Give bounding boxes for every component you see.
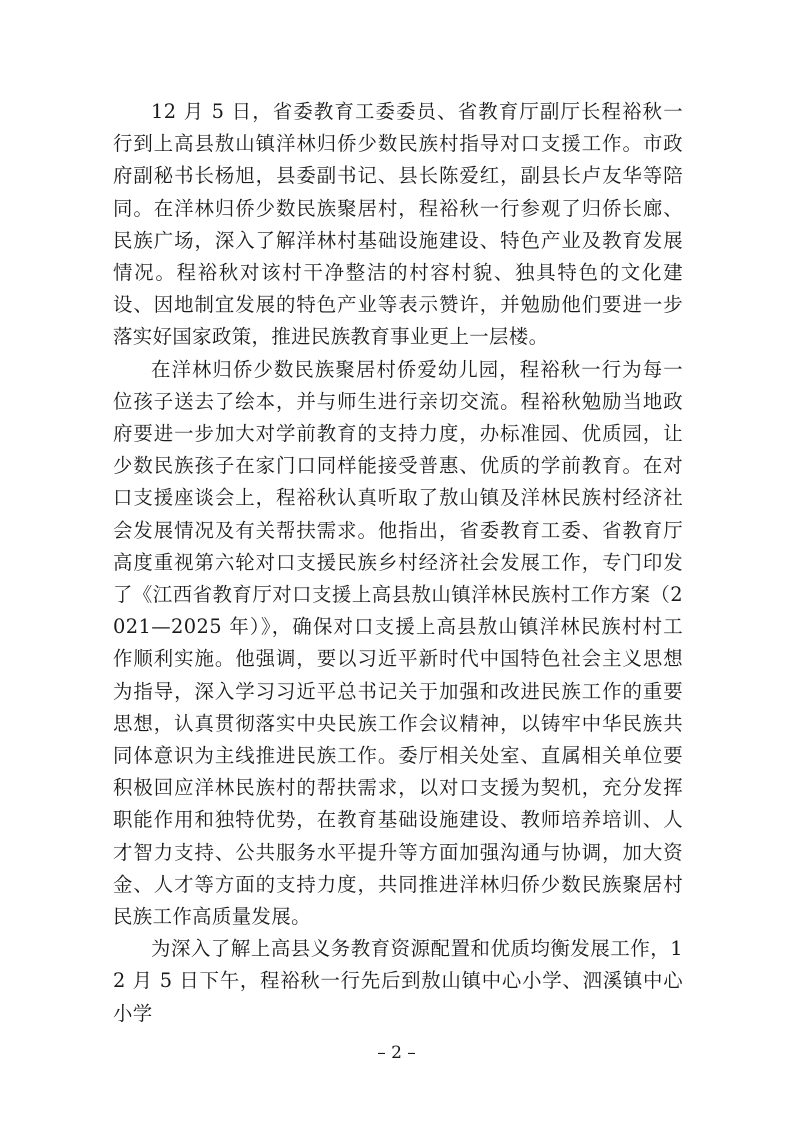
paragraph-3: 为深入了解上高县义务教育资源配置和优质均衡发展工作，12 月 5 日下午，程裕秋一行先后到敖山镇中心小学、泗溪镇中心小学 [113, 937, 683, 1025]
page-number: – 2 – [377, 1043, 416, 1063]
document-body [113, 96, 683, 1030]
paragraph-1: 12 月 5 日，省委教育工委委员、省教育厅副厅长程裕秋一行到上高县敖山镇洋林归侨少数民族村指导对口支援工作。市政府副秘书长杨旭，县委副书记、县长陈爱红，副县长卢友华等陪同。在洋林归侨少数民族聚居村，程裕秋一行参观了归侨长廊、民族广场，深入了解洋林村基础设施建设、特色产业及教育发展情况。程裕秋对该村干净整洁的村容村貌、独具特色的文化建设、因地制宜发展的特色产业等表示赞许，并勉励他们要进一步落实好国家政策，推进民族教育事业更上一层楼。 [113, 100, 683, 349]
paragraph-2: 在洋林归侨少数民族聚居村侨爱幼儿园，程裕秋一行为每一位孩子送去了绘本，并与师生进行亲切交流。程裕秋勉励当地政府要进一步加大对学前教育的支持力度，办标准园、优质园，让少数民族孩子在家门口同样能接受普惠、优质的学前教育。在对口支援座谈会上，程裕秋认真听取了敖山镇及洋林民族村经济社会发展情况及有关帮扶需求。他指出，省委教育工委、省教育厅高度重视第六轮对口支援民族乡村经济社会发展工作，专门印发了《江西省教育厅对口支援上高县敖山镇洋林民族村工作方案（2021—2025 年）》，确保对口支援上高县敖山镇洋林民族村村工作顺利实施。他强调，要以习近平新时代中国特色社会主义思想为指导，深入学习习近平总书记关于加强和改进民族工作的重要思想，认真贯彻落实中央民族工作会议精神，以铸牢中华民族共同体意识为主线推进民族工作。委厅相关处室、直属相关单位要积极回应洋林民族村的帮扶需求，以对口支援为契机，充分发挥职能作用和独特优势，在教育基础设施建设、教师培养培训、人才智力支持、公共服务水平提升等方面加强沟通与协调，加大资金、人才等方面的支持力度，共同推进洋林归侨少数民族聚居村民族工作高质量发展。 [113, 357, 683, 929]
